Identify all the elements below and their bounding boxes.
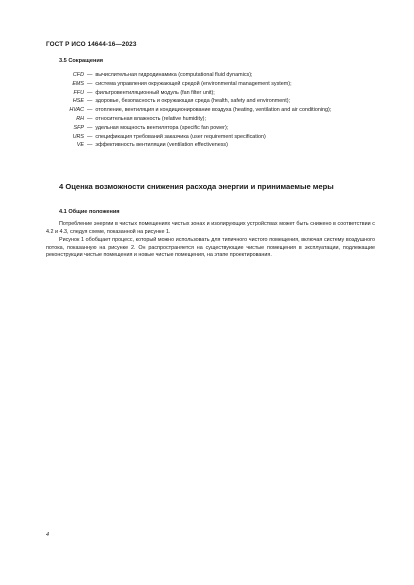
abbreviation-term: CFD	[72, 72, 84, 78]
abbreviation-term: HSE	[72, 98, 84, 105]
abbreviation-row	[46, 141, 376, 150]
abbreviation-definition: фильтровентиляционный модуль (fan filter unit);	[95, 89, 215, 96]
abbreviation-term: RH	[76, 115, 84, 122]
abbreviation-row	[46, 71, 376, 80]
abbreviation-definition: эффективность вентиляции (ventilation effectiveness)	[95, 142, 228, 149]
body-paragraph: Потребление энергии в чистых помещениях чистых зонах и изолирующих устройствах может быть снижено в соответствии с 4.2 и 4.3, следуя схеме, показанной на рисунке 1.	[46, 221, 375, 235]
abbreviation-row	[46, 106, 376, 115]
abbreviation-dash: —	[87, 80, 93, 87]
abbreviation-row	[46, 133, 376, 142]
abbreviation-definition: система управления окружающей средой (environmental management system);	[95, 80, 292, 87]
document-header: ГОСТ Р ИСО 14644-16—2023	[46, 41, 137, 48]
subsection-4-1-heading: 4.1 Общие положения	[59, 209, 120, 215]
abbreviation-row	[46, 89, 376, 98]
abbreviation-term: VE	[76, 142, 84, 149]
abbreviations-heading: 3.5 Сокращения	[59, 58, 104, 64]
abbreviation-dash: —	[87, 89, 93, 96]
abbreviation-dash: —	[87, 72, 93, 78]
abbreviation-term: HVAC	[69, 107, 84, 114]
abbreviation-term: URS	[72, 133, 84, 140]
abbreviation-dash: —	[87, 107, 93, 114]
abbreviation-dash: —	[87, 142, 93, 149]
abbreviation-dash: —	[87, 124, 93, 131]
abbreviation-definition: относительная влажность (relative humidity);	[95, 115, 206, 122]
abbreviations-list	[46, 71, 376, 150]
page-number: 4	[46, 532, 49, 538]
abbreviation-dash: —	[87, 115, 93, 122]
abbreviation-row	[46, 97, 376, 106]
body-paragraph: Рисунок 1 обобщает процесс, который можно использовать для типичного чистого помещения, включая систему воздушного потока, показанную на рисунке 2. Он распространяется на существующие чистые помещения в эксплуатации, подлежащие реконструкции чистые помещения и новые чистые помещения, на этапе проектирования.	[46, 237, 375, 259]
abbreviation-row	[46, 80, 376, 89]
abbreviation-dash: —	[87, 133, 93, 140]
section-4-heading: 4 Оценка возможности снижения расхода энергии и принимаемые меры	[59, 182, 334, 191]
abbreviation-definition: вычислительная гидродинамика (computational fluid dynamics);	[95, 72, 253, 78]
abbreviation-term: SFP	[73, 124, 84, 131]
abbreviation-term: FFU	[73, 89, 84, 96]
abbreviation-definition: спецификация требований заказчика (user requirement specification)	[95, 133, 266, 140]
abbreviation-definition: здоровье, безопасность и окружающая среда (health, safety and environment);	[95, 98, 290, 105]
abbreviation-term: EMS	[72, 80, 84, 87]
abbreviation-row	[46, 115, 376, 124]
abbreviation-dash: —	[87, 98, 93, 105]
abbreviation-definition: отопление, вентиляция и кондиционирование воздуха (heating, ventilation and air conditioning);	[95, 107, 332, 114]
abbreviation-row	[46, 124, 376, 133]
abbreviation-definition: удельная мощность вентилятора (specific fan power);	[95, 124, 229, 131]
